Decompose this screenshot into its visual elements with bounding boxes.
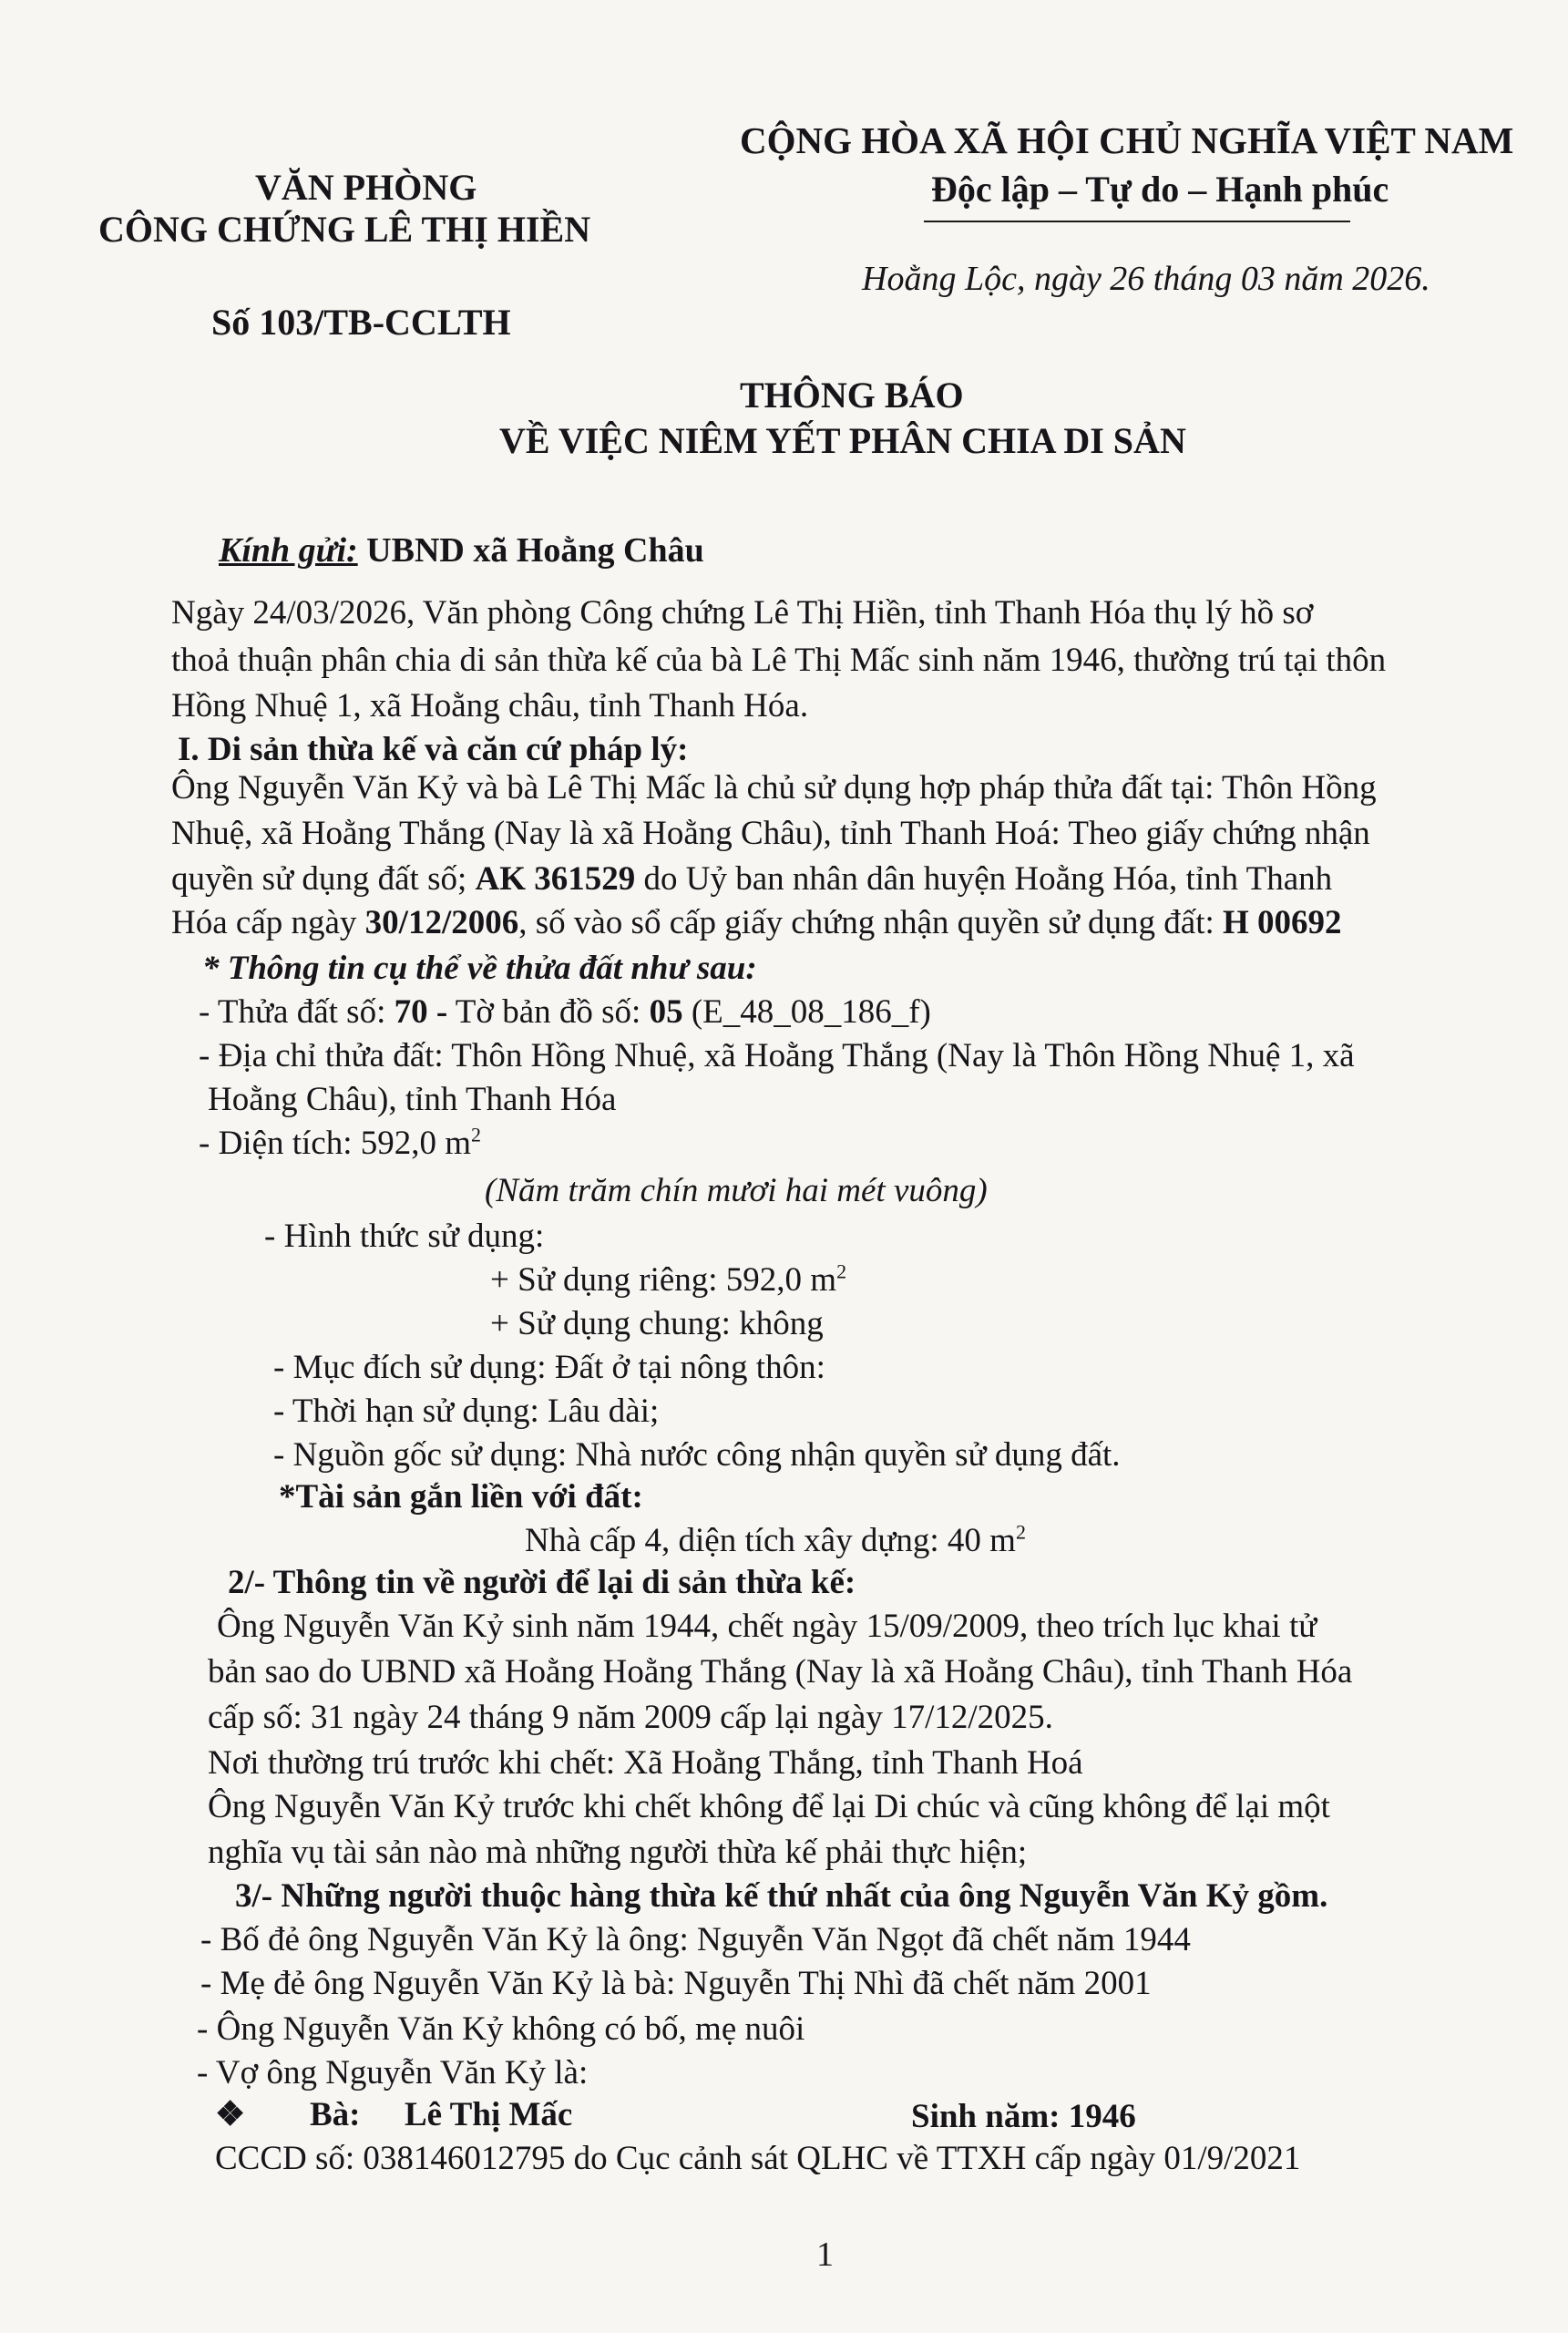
- org-line-1: VĂN PHÒNG: [255, 167, 477, 208]
- issue-date-label: Hóa cấp ngày: [171, 904, 365, 941]
- section1-line-2: Nhuệ, xã Hoằng Thắng (Nay là xã Hoằng Châu), tỉnh Thanh Hoá: Theo giấy chứng nhận: [171, 815, 1370, 852]
- recipient: [219, 529, 704, 573]
- place-date: Hoằng Lộc, ngày 26 tháng 03 năm 2026.: [862, 260, 1430, 298]
- parcel-value: 70 -: [394, 993, 448, 1031]
- recipient-name: UBND xã Hoằng Châu: [366, 531, 704, 570]
- parcel-address-1: - Địa chỉ thửa đất: Thôn Hồng Nhuệ, xã Hoằng Thắng (Nay là Thôn Hồng Nhuệ 1, xã: [199, 1037, 1355, 1074]
- motto: Độc lập – Tự do – Hạnh phúc: [931, 169, 1389, 210]
- map-value: 05: [649, 993, 683, 1031]
- assets-text: Nhà cấp 4, diện tích xây dựng: 40 m: [525, 1522, 1016, 1559]
- private-use: [490, 1258, 846, 1302]
- assets-detail: [525, 1518, 1026, 1563]
- private-use-sup: 2: [836, 1259, 847, 1283]
- page-number: 1: [816, 2235, 834, 2274]
- nation-title: CỘNG HÒA XÃ HỘI CHỦ NGHĨA VIỆT NAM: [740, 119, 1514, 161]
- intro-line-2: thoả thuận phân chia di sản thừa kế của bà Lê Thị Mấc sinh năm 1946, thường trú tại thôn: [171, 642, 1387, 679]
- parcel-label: - Thửa đất số:: [199, 993, 395, 1031]
- wife-label: Bà:: [310, 2096, 361, 2133]
- section3-heading: 3/- Những người thuộc hàng thừa kế thứ nhất của ông Nguyễn Văn Kỷ gồm.: [235, 1877, 1328, 1915]
- section2-line-4: Nơi thường trú trước khi chết: Xã Hoằng Thắng, tỉnh Thanh Hoá: [208, 1744, 1083, 1782]
- section2-heading: 2/- Thông tin về người để lại di sản thừa kế:: [228, 1564, 856, 1601]
- private-use-text: + Sử dụng riêng: 592,0 m: [490, 1261, 837, 1299]
- recipient-label: Kính gửi:: [219, 531, 358, 570]
- section1-line-3: [171, 857, 1332, 901]
- cccd-line: CCCD số: 038146012795 do Cục cảnh sát QLHC về TTXH cấp ngày 01/9/2021: [215, 2140, 1301, 2177]
- land-term: - Thời hạn sử dụng: Lâu dài;: [273, 1393, 660, 1430]
- section3-line-2: - Mẹ đẻ ông Nguyễn Văn Kỷ là bà: Nguyễn Thị Nhì đã chết năm 2001: [200, 1965, 1152, 2002]
- section2-line-2: bản sao do UBND xã Hoằng Hoằng Thắng (Nay là xã Hoằng Châu), tỉnh Thanh Hóa: [208, 1653, 1353, 1691]
- section2-line-6: nghĩa vụ tài sản nào mà những người thừa kế phải thực hiện;: [208, 1834, 1028, 1871]
- title-line-1: THÔNG BÁO: [740, 375, 964, 416]
- section2-line-3: cấp số: 31 ngày 24 tháng 9 năm 2009 cấp lại ngày 17/12/2025.: [208, 1699, 1053, 1736]
- doc-number: Số 103/TB-CCLTH: [211, 302, 511, 343]
- gcn-number: AK 361529: [475, 860, 636, 898]
- register-number: H 00692: [1223, 904, 1342, 941]
- use-form: - Hình thức sử dụng:: [264, 1218, 545, 1255]
- motto-underline: [924, 221, 1350, 222]
- section2-line-1: Ông Nguyễn Văn Kỷ sinh năm 1944, chết ngày 15/09/2009, theo trích lục khai tử: [217, 1608, 1317, 1645]
- issue-date: 30/12/2006: [364, 904, 519, 941]
- wife-birth: Sinh năm: 1946: [911, 2098, 1136, 2135]
- section1-line-1: Ông Nguyễn Văn Kỷ và bà Lê Thị Mấc là chủ sử dụng hợp pháp thửa đất tại: Thôn Hồng: [171, 769, 1377, 807]
- register-label: , số vào sổ cấp giấy chứng nhận quyền sử dụng đất:: [518, 904, 1224, 941]
- area-words: (Năm trăm chín mươi hai mét vuông): [485, 1172, 988, 1209]
- section3-line-1: - Bố đẻ ông Nguyễn Văn Kỷ là ông: Nguyễn Văn Ngọt đã chết năm 1944: [200, 1921, 1191, 1958]
- map-code: (E_48_08_186_f): [682, 993, 931, 1031]
- section3-line-3: - Ông Nguyễn Văn Kỷ không có bố, mẹ nuôi: [197, 2010, 805, 2048]
- land-purpose: - Mục đích sử dụng: Đất ở tại nông thôn:: [273, 1349, 825, 1386]
- map-label: Tờ bản đồ số:: [447, 993, 650, 1031]
- wife-name: Lê Thị Mấc: [405, 2096, 573, 2133]
- area-sup: 2: [471, 1123, 482, 1146]
- bullet-icon: ❖: [215, 2096, 246, 2133]
- assets-heading: *Tài sản gắn liền với đất:: [279, 1478, 643, 1516]
- intro-line-3: Hồng Nhuệ 1, xã Hoằng châu, tỉnh Thanh Hóa.: [171, 687, 809, 725]
- gcn-label: quyền sử dụng đất số;: [171, 860, 476, 898]
- section2-line-5: Ông Nguyễn Văn Kỷ trước khi chết không để lại Di chúc và cũng không để lại một: [208, 1788, 1330, 1825]
- common-use: + Sử dụng chung: không: [490, 1305, 824, 1342]
- title-line-2: VỀ VIỆC NIÊM YẾT PHÂN CHIA DI SẢN: [499, 420, 1186, 461]
- parcel-subheading: * Thông tin cụ thể về thửa đất như sau:: [202, 950, 757, 987]
- section1-heading: I. Di sản thừa kế và căn cứ pháp lý:: [178, 731, 689, 768]
- assets-sup: 2: [1015, 1520, 1026, 1544]
- land-origin: - Nguồn gốc sử dụng: Nhà nước công nhận quyền sử dụng đất.: [273, 1436, 1121, 1474]
- parcel-area: [199, 1121, 481, 1166]
- parcel-number: [199, 990, 931, 1034]
- area-text: - Diện tích: 592,0 m: [199, 1125, 472, 1162]
- section1-line-4: [171, 900, 1342, 945]
- intro-line-1: Ngày 24/03/2026, Văn phòng Công chứng Lê Thị Hiền, tỉnh Thanh Hóa thụ lý hồ sơ: [171, 594, 1314, 632]
- parcel-address-2: Hoằng Châu), tỉnh Thanh Hóa: [208, 1081, 617, 1118]
- gcn-issuer: do Uỷ ban nhân dân huyện Hoằng Hóa, tỉnh Thanh: [635, 860, 1333, 898]
- section3-line-4: - Vợ ông Nguyễn Văn Kỷ là:: [197, 2054, 589, 2091]
- org-line-2: CÔNG CHỨNG LÊ THỊ HIỀN: [98, 209, 591, 250]
